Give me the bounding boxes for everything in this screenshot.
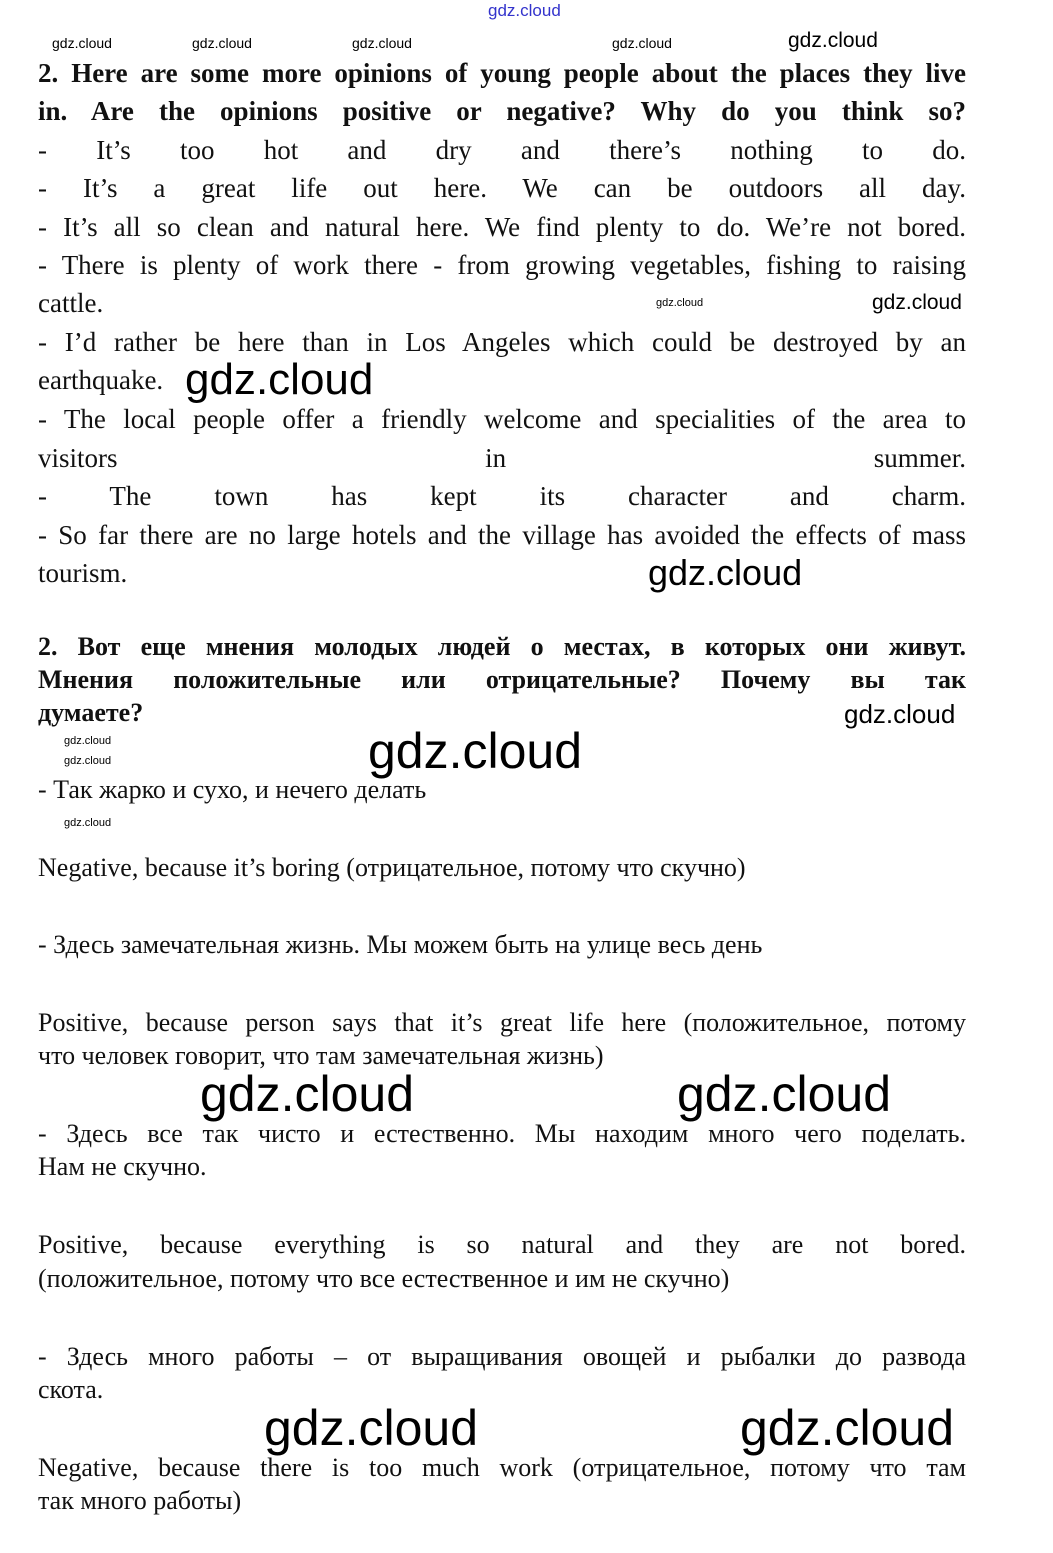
task-heading-ru-2: Мнения положительные или отрицательные? Почему вы так bbox=[38, 665, 966, 694]
task-heading-ru-3: думаете? bbox=[38, 698, 144, 727]
opinion-line: - The local people offer a friendly welcome and specialities of the area to bbox=[38, 404, 966, 434]
answer-line: что человек говорит, что там замечательная жизнь) bbox=[38, 1041, 604, 1070]
watermark: gdz.cloud bbox=[352, 35, 412, 51]
answer-line: (положительное, потому что все естественное и им не скучно) bbox=[38, 1264, 730, 1293]
answer-line: - Здесь все так чисто и естественно. Мы находим много чего поделать. bbox=[38, 1119, 966, 1148]
opinion-line: tourism. bbox=[38, 558, 128, 588]
opinion-line: - I’d rather be here than in Los Angeles which could be destroyed by an bbox=[38, 327, 966, 357]
opinion-line: visitors in summer. bbox=[38, 443, 966, 473]
opinion-line: earthquake. bbox=[38, 365, 164, 395]
task-heading-en-2: in. Are the opinions positive or negative? Why do you think so? bbox=[38, 96, 966, 126]
answer-line: Positive, because everything is so natural and they are not bored. bbox=[38, 1230, 966, 1259]
answer-line: скота. bbox=[38, 1375, 104, 1404]
answer-line: - Здесь замечательная жизнь. Мы можем быть на улице весь день bbox=[38, 930, 763, 959]
answer-line: Нам не скучно. bbox=[38, 1152, 207, 1181]
watermark: gdz.cloud bbox=[200, 1066, 415, 1122]
watermark: gdz.cloud bbox=[52, 35, 112, 51]
opinion-line: - So far there are no large hotels and the village has avoided the effects of mass bbox=[38, 520, 966, 550]
watermark: gdz.cloud bbox=[872, 291, 962, 314]
answer-line: Negative, because it’s boring (отрицательное, потому что скучно) bbox=[38, 853, 746, 882]
watermark: gdz.cloud bbox=[612, 35, 672, 51]
watermark: gdz.cloud bbox=[264, 1400, 479, 1456]
answer-line: Positive, because person says that it’s great life here (положительное, потому bbox=[38, 1008, 966, 1037]
watermark: gdz.cloud bbox=[677, 1066, 892, 1122]
answer-line: - Так жарко и сухо, и нечего делать bbox=[38, 775, 427, 804]
task-heading-en-1: 2. Here are some more opinions of young people about the places they live bbox=[38, 58, 966, 88]
watermark: gdz.cloud bbox=[788, 29, 878, 52]
watermark: gdz.cloud bbox=[656, 297, 704, 309]
watermark: gdz.cloud bbox=[64, 817, 112, 829]
watermark: gdz.cloud bbox=[844, 699, 956, 729]
answer-line: Negative, because there is too much work (отрицательное, потому что там bbox=[38, 1453, 966, 1482]
watermark: gdz.cloud bbox=[64, 735, 112, 747]
opinion-line: - It’s too hot and dry and there’s nothing to do. bbox=[38, 135, 966, 165]
opinion-line: - It’s all so clean and natural here. We find plenty to do. We’re not bored. bbox=[38, 212, 966, 242]
watermark: gdz.cloud bbox=[368, 723, 583, 779]
watermark: gdz.cloud bbox=[740, 1400, 955, 1456]
opinion-line: - It’s a great life out here. We can be outdoors all day. bbox=[38, 173, 966, 203]
watermark: gdz.cloud bbox=[488, 1, 561, 20]
opinion-line: - There is plenty of work there - from growing vegetables, fishing to raising bbox=[38, 250, 966, 280]
watermark: gdz.cloud bbox=[192, 35, 252, 51]
watermark: gdz.cloud bbox=[648, 552, 803, 593]
answer-line: так много работы) bbox=[38, 1486, 242, 1515]
opinion-line: cattle. bbox=[38, 288, 104, 318]
watermark: gdz.cloud bbox=[185, 355, 374, 404]
opinion-line: - The town has kept its character and charm. bbox=[38, 481, 966, 511]
watermark: gdz.cloud bbox=[64, 755, 112, 767]
answer-line: - Здесь много работы – от выращивания овощей и рыбалки до развода bbox=[38, 1342, 966, 1371]
task-heading-ru-1: 2. Вот еще мнения молодых людей о местах, в которых они живут. bbox=[38, 632, 966, 661]
